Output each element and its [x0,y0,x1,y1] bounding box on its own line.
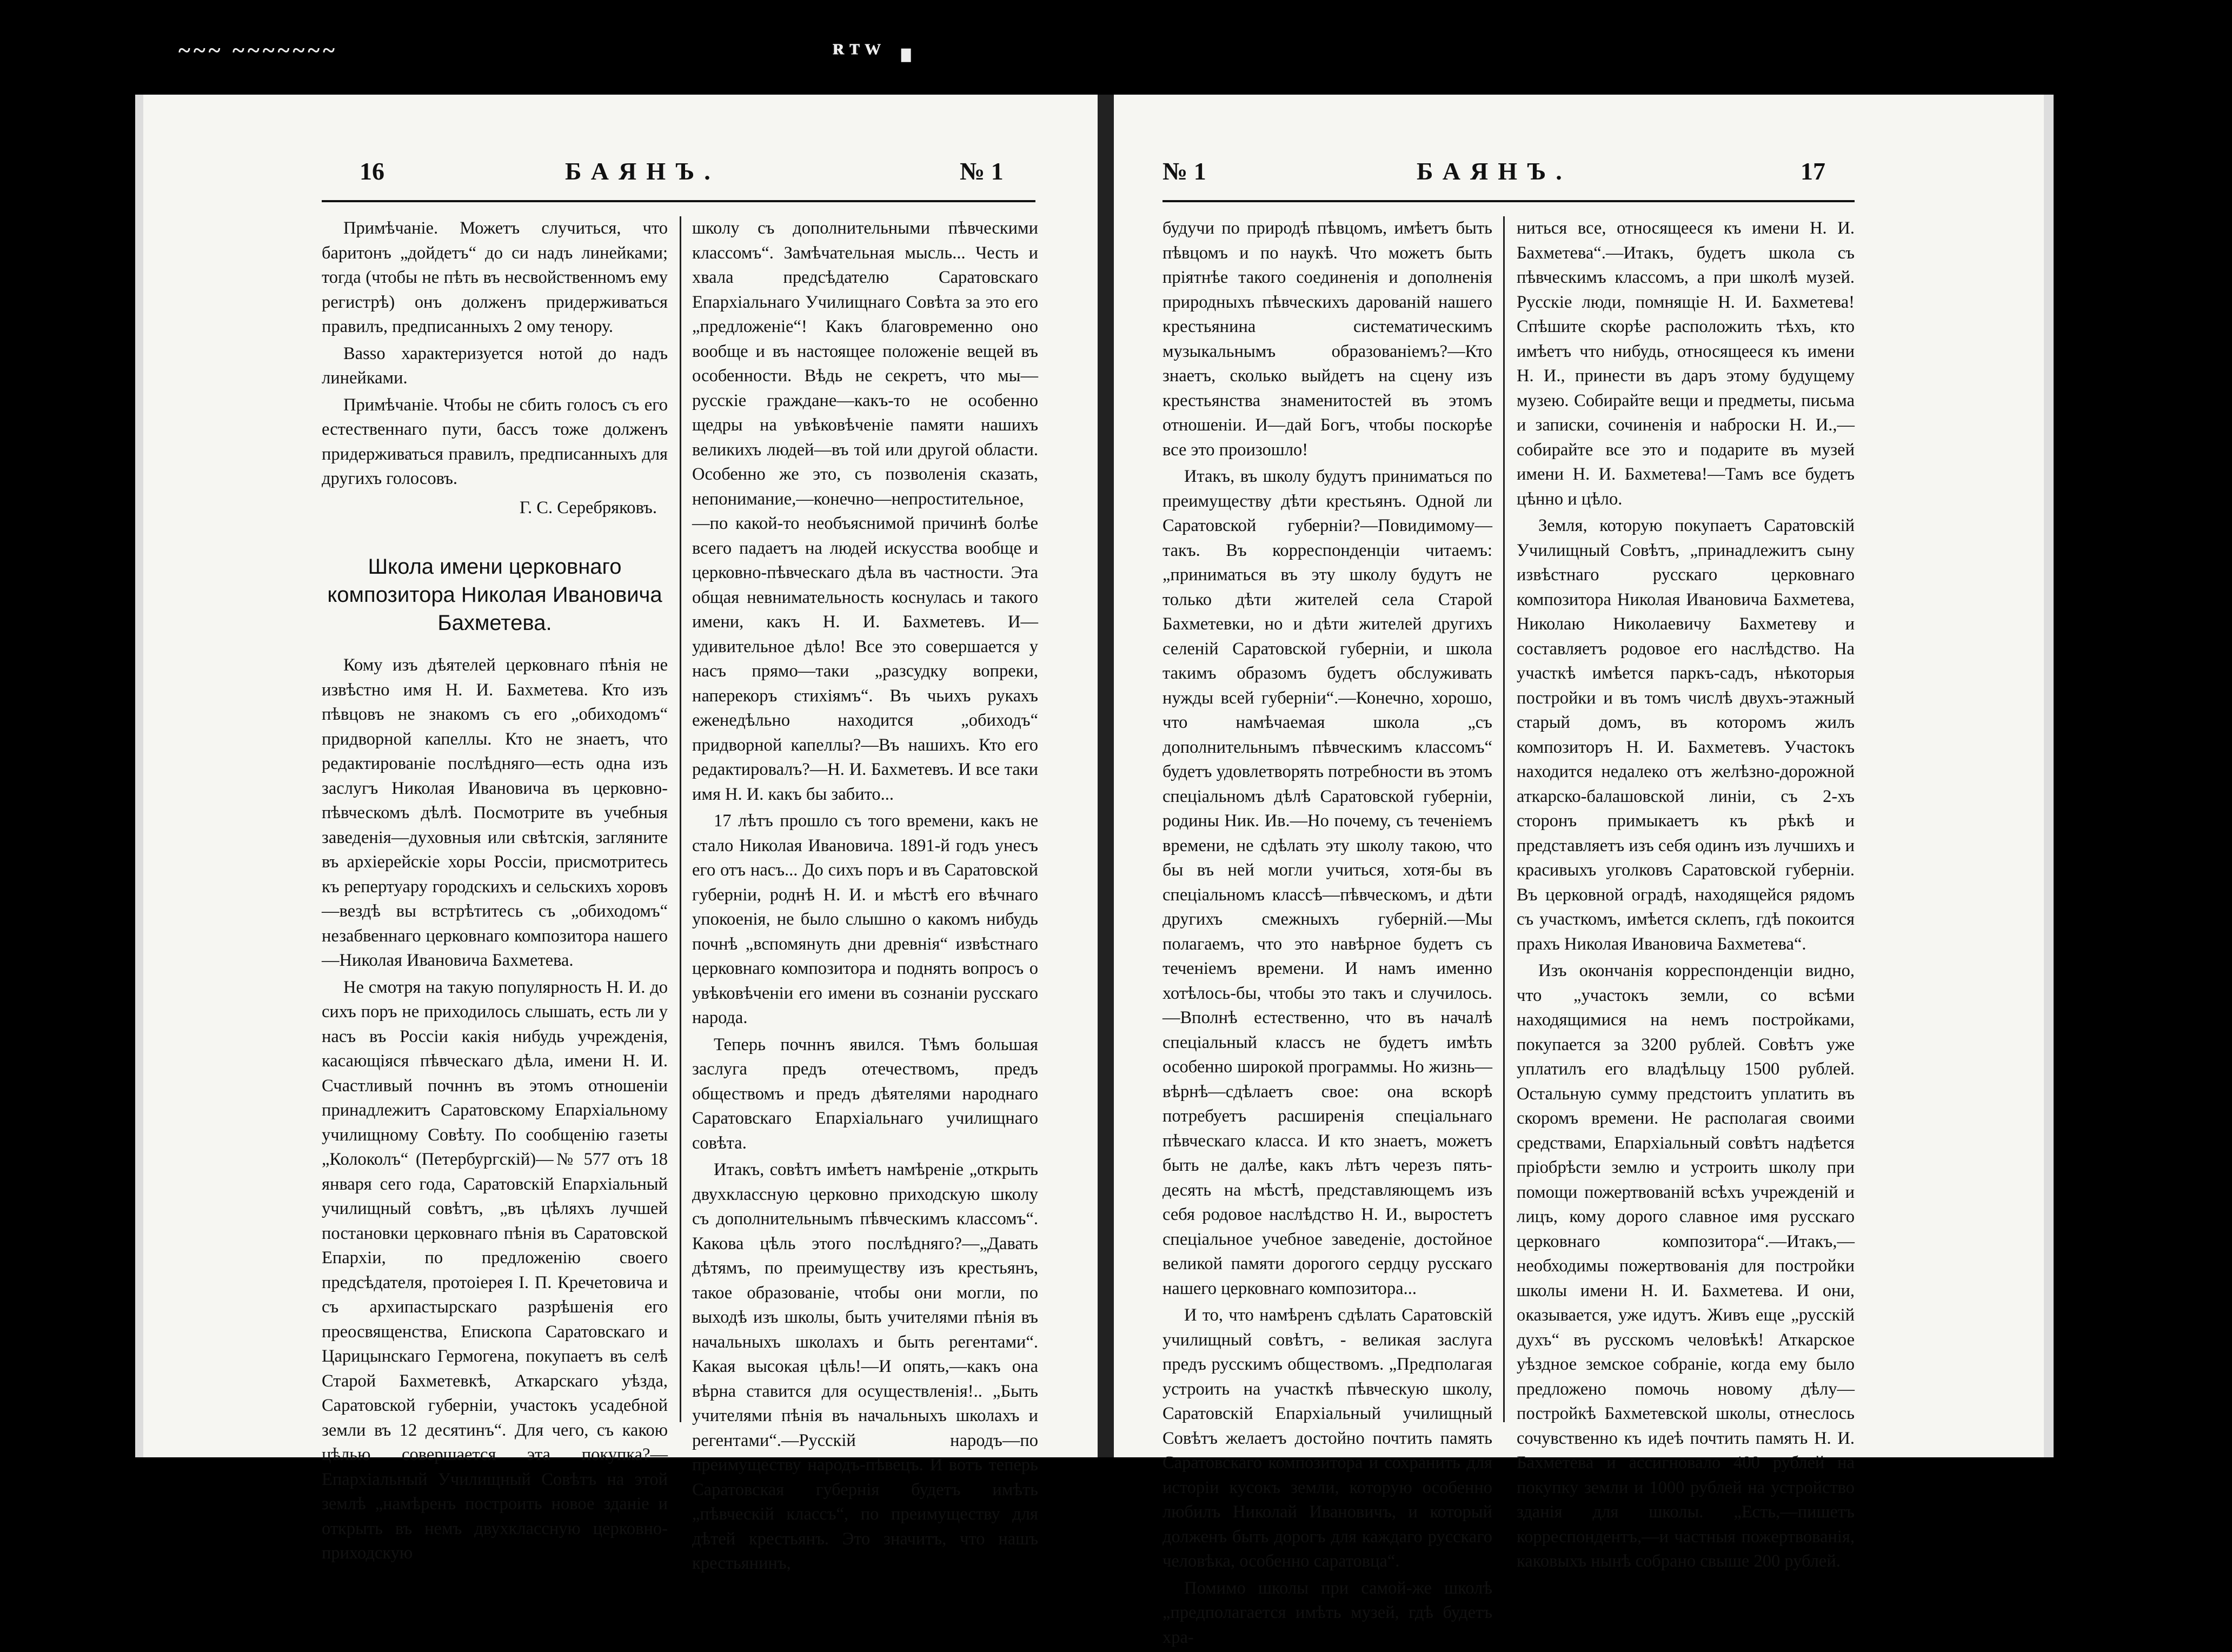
note-bass-voice: Примѣчаніе. Чтобы не сбить голосъ съ его естественнаго пути, бассъ тоже долженъ придерживаться правилъ, предписанныхъ для другихъ голосовъ. [322,395,668,488]
left-issue-number: № 1 [960,157,1004,185]
article-paragraph: школу съ дополнительными пѣвческими классомъ“. Замѣчательная мысль... Честь и хвала предсѣдателю Саратовскаго Епархіальнаго Училищнаго Совѣта за это его „предложеніе“! Какъ благовременно оно вообще и въ настоящее положеніе вещей въ особенности. Вѣдь не секретъ, что мы—русскіе граждане—какъ-то не особенно щедры на увѣковѣченіе памяти нашихъ великихъ людей—въ той или другой области. Особенно же это, съ позволенія сказать, непонимание,—конечно—непростительное,—по какой-то необъяснимой причинѣ болѣе всего падаетъ на людей искусства вообще и церковно-пѣвческаго дѣла въ частности. Эта общая невнимательность коснулась и такого имени, какъ Н. И. Бахметевъ. И—удивительное дѣло! Все это совершается у насъ прямо—таки „разсудку вопреки, наперекоръ стихіямъ“. Въ чьихъ рукахъ еженедѣльно находится „обиходъ“ придворной капеллы?—Въ нашихъ. Кто его редактировалъ?—Н. И. Бахметевъ. И все таки имя Н. И. какъ бы забито... [692,218,1038,804]
left-column-divider [680,216,681,1422]
article-paragraph: Земля, которую покупаетъ Саратовскій Училищный Совѣтъ, „принадлежитъ сыну извѣстнаго русскаго церковнаго композитора Николая Ивановича Бахметева, Николаю Николаевичу Бахметеву и составляетъ родовое его наслѣдство. На участкѣ имѣется паркъ-садъ, нѣкоторыя постройки и въ томъ числѣ двухъ-этажный старый домъ, въ которомъ жилъ композиторъ Н. И. Бахметевъ. Участокъ находится недалеко отъ желѣзно-дорожной аткарско-балашовской линіи, съ 2-хъ сторонъ примыкаетъ къ рѣкѣ и представляетъ изъ себя одинъ изъ лучшихъ и красивыхъ уголковъ Саратовской губерніи. Въ церковной оградѣ, находящейся рядомъ съ участкомъ, имѣется склепъ, гдѣ покоится прахъ Николая Ивановича Бахметева“. [1517,516,1855,954]
scan-top-left-mark: ~~~ ~~~~~~~ [178,38,338,63]
right-issue-number: № 1 [1162,157,1206,185]
left-running-title: БАЯНЪ. [565,157,720,185]
left-running-header [143,157,1098,189]
article-paragraph: 17 лѣтъ прошло съ того времени, какъ не стало Николая Ивановича. 1891-й годъ унесъ его отъ насъ... До сихъ поръ и въ Саратовской губерніи, роднѣ Н. И. и мѣстѣ его вѣчнаго упокоенія, не было слышно о какомъ нибудь почнѣ „вспомянуть дни древнія“ извѣстнаго церковнаго композитора и поднять вопросъ о увѣковѣченіи его имени въ сознаніи русскаго народа. [692,811,1038,1027]
note-basso: Basso характеризуется нотой до надъ линейками. [322,343,668,388]
article-paragraph: Не смотря на такую популярность Н. И. до сихъ поръ не приходилось слышать, есть ли у насъ въ Россіи какія нибудь учрежденія, касающіяся пѣвческаго дѣла, имени Н. И. Счастливый почннъ въ этомъ отношеніи принадлежитъ Саратовскому Епархіальному училищному Совѣту. По сообщенію газеты „Колоколъ“ (Петербургскій)—№ 577 отъ 18 января сего года, Саратовскій Епархіальный училищный совѣтъ, „въ цѣляхъ лучшей постановки церковнаго пѣнія въ Саратовской Епархіи, по предложенію своего предсѣдателя, протоіерея І. П. Кречетовича и съ архипастырскаго разрѣшенія его преосвященства, Епископа Саратовскаго и Царицынскаго Гермогена, покупаетъ въ селѣ Старой Бахметевкѣ, Аткарскаго уѣзда, Саратовской губерніи, участокъ усадебной земли въ 12 десятинъ“. Для чего, съ какою цѣлью совершается эта покупка?—Епархіальный Училищный Совѣтъ на этой землѣ „намѣренъ построить новое зданіе и открыть въ немъ двухклассную церковно-приходскую [322,977,668,1563]
article-paragraph: Кому изъ дѣятелей церковнаго пѣнія не извѣстно имя Н. И. Бахметева. Кто изъ пѣвцовъ не знакомъ съ его „обиходомъ“ придворной капеллы. Кто не знаетъ, что редактированіе послѣдняго—есть одна изъ заслугъ Николая Ивановича въ церковно-пѣвческомъ дѣлѣ. Посмотрите въ учебныя заведенія—духовныя или свѣтскія, загляните въ архіерейскіе хоры Россіи, присмотритесь къ репертуару городскихъ и сельскихъ хоровъ—вездѣ вы встрѣтитесь съ „обиходомъ“ незабвеннаго церковнаго композитора нашего—Николая Ивановича Бахметева. [322,655,668,970]
article-paragraph: И то, что намѣренъ сдѣлать Саратовскій училищный совѣтъ, - великая заслуга предъ русскимъ обществомъ. „Предполагая устроить на участкѣ пѣвческую школу, Саратовскій Епархіальный училищный Совѣтъ желаетъ достойно почтить память Саратовскаго композитора и сохранить для исторіи кусокъ земли, которую особенно любилъ Николай Ивановичъ, и который долженъ быть дорогъ для каждаго русскаго человѣка, особенно саратовца“. [1162,1305,1492,1571]
left-column-2 [692,216,1038,1578]
right-page [1114,95,2044,1647]
article-paragraph: Изъ окончанія корреспонденціи видно, что „участокъ земли, со всѣми находящимися на немъ постройками, покупается за 3200 рублей. Совѣтъ уже уплатилъ его владѣльцу 1500 рублей. Остальную сумму предстоитъ уплатить въ скоромъ времени. Не располагая своими средствами, Епархіальный совѣтъ надѣется пріобрѣсти землю и устроить школу при помощи пожертвованій всѣхъ учрежденій и лицъ, кому дорого славное имя русскаго церковнаго композитора“.—Итакъ,—необходимы пожертвованія для постройки школы имени Н. И. Бахметева. И они, оказывается, уже идутъ. Живъ еще „русскій духъ“ въ русскомъ человѣкѣ! Аткарское уѣздное земское собраніе, когда ему было предложено помочь новому дѣлу—постройкѣ Бахметевской школы, отнеслось сочувственно къ идеѣ почтить память Н. И. Бахметева и ассигновало 400 рублей на покупку земли и 1000 рублей на устройство зданія для школы. „Есть,—пишетъ корреспондентъ,—и частныя пожертвованія, каковыхъ нынѣ собрано свыше 200 рублей. [1517,961,1855,1571]
left-header-rule [322,200,1035,202]
article-paragraph: Теперь почннъ явился. Тѣмъ большая заслуга предъ отечествомъ, предъ обществомъ и предъ дѣятелями народнаго Саратовскаго Епархіальнаго училищнаго совѣта. [692,1034,1038,1153]
right-page-edge [2044,95,2054,1457]
author-signature: Г. С. Серебряковъ. [519,497,657,518]
left-page-number: 16 [360,157,384,185]
article-paragraph: Итакъ, совѣтъ имѣетъ намѣреніе „открыть двухклассную церковно приходскую школу съ дополнительнымъ пѣвческимъ классомъ“. Какова цѣль этого послѣдняго?—„Давать дѣтямъ, по преимуществу изъ крестьянъ, такое образованіе, чтобы они могли, по выходѣ изъ школы, быть учителями пѣнія въ начальныхъ школахъ и быть регентами“. Какая высокая цѣль!—И опять,—какъ она вѣрна ставится для осуществленія!.. „Быть учителями пѣнія въ начальныхъ школахъ и регентами“.—Русскій народъ—по преимуществу народъ-пѣвецъ. И вотъ теперь Саратовская губернія будетъ имѣть „пѣвческій классъ“, по преимуществу для дѣтей крестьянъ. Это значитъ, что нашъ крестьянинъ, [692,1160,1038,1573]
article-paragraph: Помимо школы при самой-же школѣ „предполагается имѣть музей, гдѣ будетъ хра- [1162,1578,1492,1647]
book-spine [1098,95,1114,1457]
right-running-title: БАЯНЪ. [1417,157,1572,185]
left-column-1 [322,216,668,1568]
right-header-rule [1162,200,1855,202]
article-heading: Школа имени церковнаго композитора Николая Ивановича Бахметева. [327,555,662,635]
right-running-header [1114,157,2044,189]
right-column-2 [1517,216,1855,1576]
right-page-number: 17 [1801,157,1825,185]
article-paragraph: будучи по природѣ пѣвцомъ, имѣетъ быть пѣвцомъ и по наукѣ. Что можетъ быть пріятнѣе такого соединенія и дополненія природныхъ пѣвческихъ дарованій нашего крестьянина систематическимъ музыкальнымъ образованіемъ?—Кто знаетъ, сколько выйдетъ на сцену изъ крестьянства знаменитостей въ этомъ отношеніи. И—дай Богъ, чтобы поскорѣе все это произошло! [1162,218,1492,460]
scan-top-center-mark: ᴿᵀᵂ ∎ [833,39,920,68]
right-column-1 [1162,216,1492,1652]
right-column-divider [1503,216,1505,1422]
note-baritone: Примѣчаніе. Можетъ случиться, что баритонъ „дойдетъ“ до си надъ линейками; тогда (чтобы не пѣть въ несвойственномъ ему регистрѣ) онъ долженъ придерживаться правилъ, предписанныхъ 2 ому тенору. [322,218,668,336]
left-page [143,95,1098,1573]
article-paragraph: ниться все, относящееся къ имени Н. И. Бахметева“.—Итакъ, будетъ школа съ пѣвческимъ классомъ, а при школѣ музей. Русскіе люди, помнящіе Н. И. Бахметева! Спѣшите скорѣе расположить тѣхъ, кто имѣетъ что нибудь, относящееся къ имени Н. И., принести въ даръ этому будущему музею. Собирайте вещи и предметы, письма и записки, сочиненія и наброски Н. И.,—собирайте все это и подарите въ музей имени Н. И. Бахметева!—Тамъ все будетъ цѣнно и цѣло. [1517,218,1855,509]
article-paragraph: Итакъ, въ школу будутъ приниматься по преимуществу дѣти крестьянъ. Одной ли Саратовской губерніи?—Повидимому—такъ. Въ корреспонденціи читаемъ: „приниматься въ эту школу будутъ не только дѣти жителей села Старой Бахметевки, но и дѣти жителей другихъ селеній Саратовской губерніи, и школа такимъ образомъ будетъ обслуживать нужды всей губерніи“.—Конечно, хорошо, что намѣчаемая школа „съ дополнительнымъ пѣвческимъ классомъ“ будетъ удовлетворять потребности въ этомъ спеціальномъ дѣлѣ Саратовской губерніи, родины Ник. Ив.—Но почему, съ теченіемъ времени, не сдѣлать эту школу такою, что бы въ ней могли учиться, хотя-бы въ спеціальномъ классѣ—пѣвческомъ, и дѣти другихъ смежныхъ губерній.—Мы полагаемъ, что это навѣрное будетъ съ теченіемъ времени. И намъ именно хотѣлось-бы, чтобы это такъ и случилось.—Вполнѣ естественно, что въ началѣ спеціальный классъ не будетъ имѣть особенно широкой программы. Но жизнь—вѣрнѣ—сдѣлаетъ свое: она вскорѣ потребуетъ расширенія спеціальнаго пѣвческаго класса. И кто знаетъ, можетъ быть не далѣе, какъ лѣтъ черезъ пять-десять на мѣстѣ, представляющемъ изъ себя родовое наслѣдство Н. И., выростетъ спеціальное учебное заведеніе, достойное великой памяти дорогого сердцу русскаго нашего церковнаго композитора... [1162,467,1492,1298]
left-page-edge [135,95,143,1457]
